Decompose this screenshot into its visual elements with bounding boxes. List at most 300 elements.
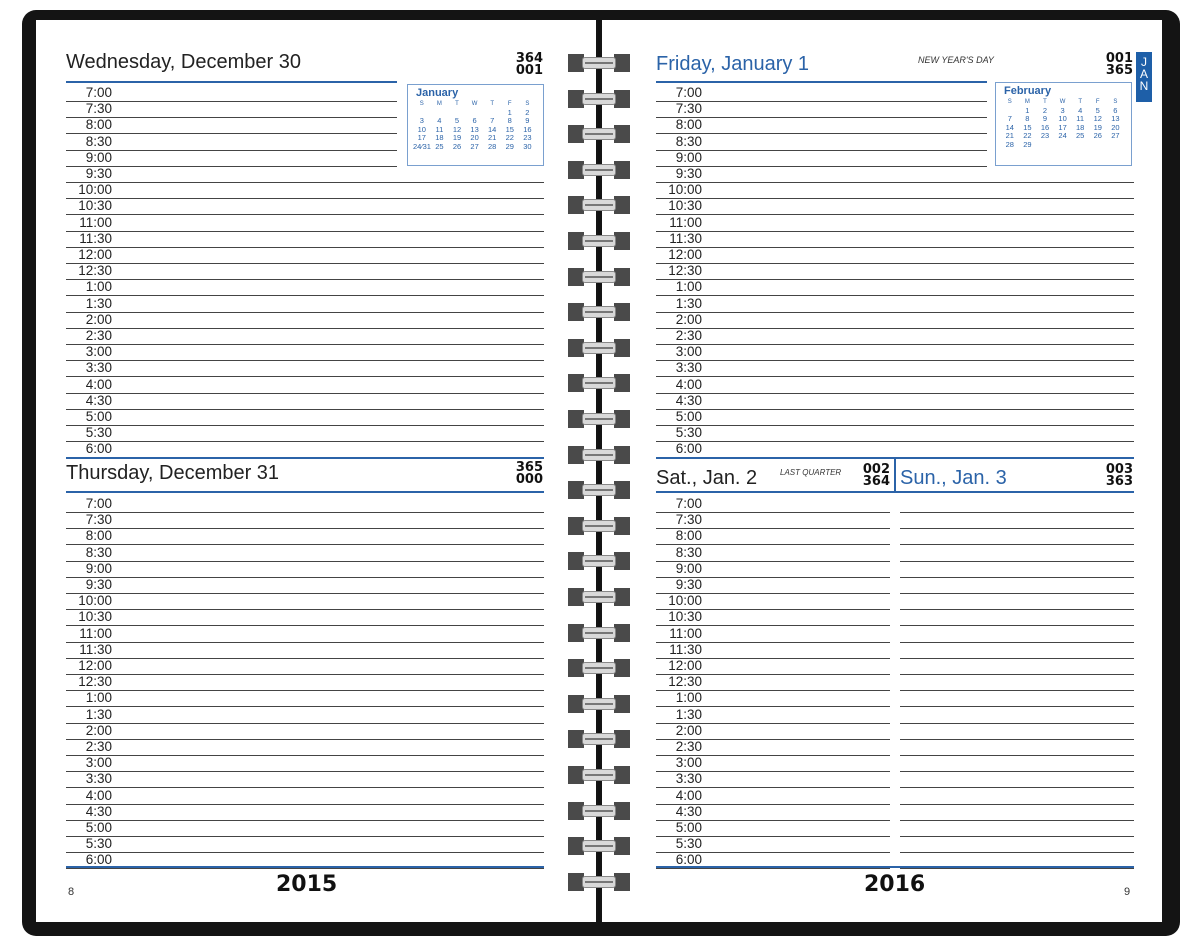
time-slot-sunday[interactable] — [900, 771, 1134, 788]
calendar-day: 2 — [1042, 105, 1048, 115]
time-label: 5:30 — [675, 836, 702, 852]
time-label: 10:00 — [78, 593, 112, 609]
time-label: 12:00 — [668, 247, 702, 262]
time-slot[interactable] — [66, 609, 544, 626]
ring-hole — [614, 125, 630, 143]
day-of-year: 002 — [862, 462, 890, 477]
time-slot[interactable] — [656, 117, 987, 134]
ring-hole — [614, 624, 630, 642]
time-label: 3:30 — [675, 360, 702, 376]
time-slot[interactable] — [656, 561, 890, 578]
time-slot[interactable] — [66, 166, 544, 183]
calendar-day: 27 — [470, 141, 479, 151]
time-slot[interactable] — [656, 263, 1134, 280]
time-label: 12:30 — [668, 674, 702, 690]
binding-ring — [568, 730, 630, 748]
binding-ring — [568, 125, 630, 143]
time-slot[interactable] — [66, 85, 397, 102]
time-slot[interactable] — [656, 545, 890, 562]
ring-wire — [582, 555, 616, 567]
ring-hole — [614, 339, 630, 357]
time-slot[interactable] — [66, 328, 544, 345]
weekday-label: W — [471, 101, 478, 107]
time-slot[interactable] — [66, 377, 544, 394]
binding-ring — [568, 196, 630, 214]
time-slot-sunday[interactable] — [900, 561, 1134, 578]
time-slot[interactable] — [656, 496, 890, 513]
binding-ring — [568, 873, 630, 891]
time-slot[interactable] — [656, 150, 987, 167]
time-label: 4:00 — [85, 376, 112, 392]
time-label: 8:00 — [85, 528, 112, 544]
binding-ring — [568, 161, 630, 179]
time-slot[interactable] — [656, 425, 1134, 442]
time-slot[interactable] — [66, 263, 544, 280]
time-slot[interactable] — [656, 788, 890, 805]
day-title-jan-2: Sat., Jan. 2 — [656, 467, 758, 489]
time-label: 4:30 — [675, 392, 702, 408]
time-slot-sunday[interactable] — [900, 496, 1134, 513]
time-slot[interactable] — [66, 231, 544, 248]
weekday-label: S — [1113, 99, 1118, 105]
time-slot[interactable] — [656, 690, 890, 707]
time-slot-sunday[interactable] — [900, 626, 1134, 643]
time-slot[interactable] — [656, 166, 1134, 183]
time-slot[interactable] — [66, 836, 544, 853]
time-slot[interactable] — [656, 101, 987, 118]
time-label: 2:30 — [675, 739, 702, 754]
time-slot[interactable] — [66, 674, 544, 691]
ring-hole — [614, 802, 630, 820]
time-slot-sunday[interactable] — [900, 642, 1134, 659]
month-tab-letter: N — [1139, 79, 1149, 93]
calendar-day: 30 — [523, 141, 532, 151]
time-label: 5:30 — [85, 836, 112, 852]
time-slot[interactable] — [66, 658, 544, 675]
month-tab-jan[interactable] — [1136, 52, 1152, 102]
time-label: 4:00 — [675, 787, 702, 803]
time-slot[interactable] — [66, 723, 544, 740]
time-slot[interactable] — [66, 198, 544, 215]
ring-hole — [614, 196, 630, 214]
time-slot-sunday[interactable] — [900, 545, 1134, 562]
ring-hole — [614, 873, 630, 891]
time-slot-sunday[interactable] — [900, 512, 1134, 529]
calendar-day: 24⁄31 — [413, 141, 431, 151]
mini-calendar-january — [407, 84, 544, 166]
time-slot-sunday[interactable] — [900, 739, 1134, 756]
time-slot[interactable] — [66, 312, 544, 329]
time-slot[interactable] — [66, 247, 544, 264]
time-slot[interactable] — [656, 312, 1134, 329]
year-label: 2015 — [276, 872, 338, 897]
calendar-day: 9 — [1042, 114, 1048, 123]
calendar-day: 13 — [470, 124, 479, 134]
header-rule — [66, 491, 544, 493]
calendar-day: 12 — [452, 124, 462, 134]
ring-wire — [582, 413, 616, 425]
footer-rule — [66, 866, 544, 868]
time-slot[interactable] — [656, 247, 1134, 264]
time-label: 6:00 — [675, 441, 702, 457]
days-remaining: 364 — [862, 474, 890, 489]
time-label: 12:00 — [78, 247, 112, 262]
time-label: 10:00 — [78, 182, 112, 198]
days-remaining: 000 — [515, 472, 543, 487]
calendar-day: 22 — [505, 133, 514, 142]
ring-hole — [614, 481, 630, 499]
ring-wire — [582, 484, 616, 496]
time-slot[interactable] — [656, 409, 1134, 426]
time-label: 3:30 — [85, 360, 112, 376]
time-slot[interactable] — [656, 377, 1134, 394]
calendar-day: 10 — [1058, 114, 1067, 123]
ring-wire — [582, 128, 616, 140]
time-label: 4:30 — [85, 803, 112, 819]
time-label: 10:30 — [668, 198, 702, 214]
calendar-day: 29 — [505, 141, 514, 151]
time-label: 1:30 — [85, 295, 112, 311]
binding-ring — [568, 552, 630, 570]
time-slot[interactable] — [656, 215, 1134, 232]
days-remaining: 001 — [515, 63, 543, 78]
ring-hole — [614, 730, 630, 748]
days-remaining: 365 — [1105, 63, 1133, 78]
calendar-day: 13 — [1111, 114, 1120, 123]
calendar-day: 28 — [488, 141, 497, 151]
binding-ring — [568, 481, 630, 499]
time-slot[interactable] — [656, 360, 1134, 377]
calendar-day: 21 — [488, 133, 497, 142]
time-label: 6:00 — [85, 441, 112, 457]
ring-wire — [582, 520, 616, 532]
time-slot[interactable] — [656, 279, 1134, 296]
time-slot[interactable] — [66, 593, 544, 610]
time-label: 3:30 — [675, 771, 702, 787]
time-label: 10:30 — [78, 609, 112, 625]
ring-wire — [582, 235, 616, 247]
time-slot[interactable] — [66, 577, 544, 594]
calendar-day: 14 — [1005, 122, 1014, 132]
time-label: 7:00 — [675, 496, 702, 511]
time-label: 4:00 — [85, 787, 112, 803]
calendar-day: 5 — [1095, 105, 1100, 115]
time-slot[interactable] — [66, 707, 544, 724]
binding-ring — [568, 90, 630, 108]
calendar-day: 16 — [523, 124, 532, 134]
time-label: 2:00 — [85, 722, 112, 738]
time-label: 5:30 — [675, 425, 702, 441]
time-slot[interactable] — [66, 771, 544, 788]
ring-wire — [582, 876, 616, 888]
binding-ring — [568, 339, 630, 357]
calendar-day: 2 — [525, 107, 530, 117]
time-label: 5:30 — [85, 425, 112, 441]
time-slot[interactable] — [656, 577, 890, 594]
binding-ring — [568, 232, 630, 250]
calendar-day: 14 — [488, 124, 497, 134]
calendar-day: 25 — [1076, 131, 1085, 140]
time-slot[interactable] — [656, 836, 890, 853]
time-label: 8:00 — [675, 528, 702, 544]
right-page — [602, 20, 1162, 922]
time-label: 1:30 — [85, 706, 112, 722]
time-slot[interactable] — [66, 425, 544, 442]
day-of-year: 003 — [1105, 462, 1133, 477]
day-title-dec-30: Wednesday, December 30 — [66, 51, 301, 73]
time-label: 2:00 — [675, 311, 702, 327]
time-slot[interactable] — [66, 409, 544, 426]
calendar-day: 4 — [437, 116, 442, 125]
time-label: 9:30 — [675, 577, 702, 592]
time-slot[interactable] — [656, 441, 1134, 458]
time-slot-sunday[interactable] — [900, 528, 1134, 545]
binding-ring — [568, 517, 630, 535]
mini-calendar-month: January — [416, 87, 459, 99]
calendar-day: 16 — [1040, 122, 1050, 132]
time-label: 7:30 — [85, 101, 112, 117]
ring-wire — [582, 342, 616, 354]
binding-ring — [568, 802, 630, 820]
calendar-day: 18 — [1076, 122, 1085, 132]
ring-wire — [582, 627, 616, 639]
ring-wire — [582, 271, 616, 283]
time-label: 7:00 — [85, 85, 112, 100]
time-slot[interactable] — [66, 344, 544, 361]
ring-wire — [582, 840, 616, 852]
time-slot[interactable] — [66, 215, 544, 232]
ring-hole — [614, 90, 630, 108]
time-slot-sunday[interactable] — [900, 820, 1134, 837]
time-label: 2:30 — [85, 328, 112, 343]
ring-hole — [614, 232, 630, 250]
time-slot-sunday[interactable] — [900, 804, 1134, 821]
weekday-label: S — [419, 101, 424, 107]
time-slot[interactable] — [656, 328, 1134, 345]
time-slot-sunday[interactable] — [900, 788, 1134, 805]
time-slot[interactable] — [656, 707, 890, 724]
time-slot[interactable] — [66, 820, 544, 837]
time-slot[interactable] — [66, 642, 544, 659]
time-slot[interactable] — [656, 344, 1134, 361]
day-of-year: 001 — [1105, 51, 1133, 66]
time-label: 7:00 — [85, 496, 112, 511]
time-label: 11:30 — [79, 230, 112, 246]
time-label: 11:00 — [79, 625, 112, 641]
time-slot[interactable] — [656, 593, 890, 610]
time-slot[interactable] — [66, 496, 544, 513]
weekday-label: W — [1059, 99, 1066, 105]
binding-ring — [568, 624, 630, 642]
ring-wire — [582, 805, 616, 817]
time-slot[interactable] — [656, 528, 890, 545]
days-remaining: 363 — [1105, 474, 1133, 489]
time-slot-sunday[interactable] — [900, 658, 1134, 675]
time-slot[interactable] — [656, 85, 987, 102]
time-label: 11:30 — [669, 230, 702, 246]
weekday-label: T — [1078, 99, 1082, 105]
weekday-label: F — [1095, 99, 1100, 105]
time-slot[interactable] — [66, 755, 544, 772]
year-label: 2016 — [864, 872, 926, 897]
time-label: 1:30 — [675, 295, 702, 311]
time-slot[interactable] — [656, 512, 890, 529]
time-slot-sunday[interactable] — [900, 723, 1134, 740]
ring-hole — [614, 588, 630, 606]
time-label: 1:00 — [85, 279, 112, 295]
ring-wire — [582, 662, 616, 674]
time-slot[interactable] — [656, 674, 890, 691]
time-slot[interactable] — [656, 642, 890, 659]
time-slot[interactable] — [656, 134, 987, 151]
time-label: 2:00 — [675, 722, 702, 738]
calendar-day: 17 — [417, 133, 426, 142]
binding-ring — [568, 659, 630, 677]
time-slot[interactable] — [66, 117, 397, 134]
day-title-dec-31: Thursday, December 31 — [66, 462, 280, 484]
ring-wire — [582, 306, 616, 318]
binding-ring — [568, 446, 630, 464]
time-label: 11:00 — [669, 625, 702, 641]
calendar-day: 1 — [507, 107, 512, 117]
calendar-day: 27 — [1111, 131, 1120, 140]
time-label: 6:00 — [675, 852, 702, 868]
weekday-label: M — [1024, 99, 1030, 105]
ring-wire — [582, 57, 616, 69]
time-slot[interactable] — [66, 788, 544, 805]
time-label: 1:00 — [675, 690, 702, 706]
weekday-label: S — [525, 101, 530, 107]
time-label: 11:30 — [79, 641, 112, 657]
time-slot[interactable] — [66, 739, 544, 756]
time-slot[interactable] — [656, 609, 890, 626]
time-slot[interactable] — [656, 755, 890, 772]
time-slot[interactable] — [656, 393, 1134, 410]
mini-calendar-grid — [413, 100, 536, 151]
day-number-jan-3 — [1088, 464, 1133, 488]
time-slot[interactable] — [66, 804, 544, 821]
calendar-day: 26 — [1093, 131, 1102, 140]
calendar-day: 8 — [1025, 114, 1030, 123]
time-slot[interactable] — [656, 296, 1134, 313]
calendar-day: 26 — [452, 141, 462, 151]
page-number: 8 — [68, 886, 75, 898]
calendar-day: 22 — [1023, 131, 1032, 140]
time-slot[interactable] — [656, 804, 890, 821]
calendar-day: 21 — [1005, 131, 1014, 140]
calendar-day: 23 — [1040, 131, 1050, 140]
time-label: 10:30 — [668, 609, 702, 625]
time-label: 11:00 — [669, 214, 702, 230]
time-label: 9:00 — [85, 560, 112, 576]
time-slot[interactable] — [656, 182, 1134, 199]
time-slot-sunday[interactable] — [900, 577, 1134, 594]
ring-wire — [582, 698, 616, 710]
time-slot[interactable] — [66, 296, 544, 313]
time-slot[interactable] — [66, 393, 544, 410]
ring-wire — [582, 733, 616, 745]
time-slot-sunday[interactable] — [900, 690, 1134, 707]
time-slot[interactable] — [656, 739, 890, 756]
time-slot[interactable] — [66, 360, 544, 377]
time-slot[interactable] — [66, 441, 544, 458]
ring-hole — [614, 517, 630, 535]
time-slot-sunday[interactable] — [900, 609, 1134, 626]
time-slot[interactable] — [66, 279, 544, 296]
weekday-label: T — [490, 101, 494, 107]
holiday-note: NEW YEAR'S DAY — [918, 55, 994, 65]
time-slot[interactable] — [656, 198, 1134, 215]
time-slot-sunday[interactable] — [900, 755, 1134, 772]
binding-ring — [568, 410, 630, 428]
time-slot-sunday[interactable] — [900, 674, 1134, 691]
calendar-day: 12 — [1093, 114, 1102, 123]
page-number: 9 — [1124, 886, 1131, 898]
time-slot[interactable] — [66, 150, 397, 167]
calendar-day: 6 — [1113, 105, 1118, 115]
calendar-day: 17 — [1058, 122, 1067, 132]
time-label: 4:30 — [85, 392, 112, 408]
page-gutter — [598, 20, 600, 920]
time-slot[interactable] — [66, 545, 544, 562]
header-rule — [66, 81, 397, 83]
ring-hole — [614, 446, 630, 464]
time-slot[interactable] — [656, 771, 890, 788]
time-slot[interactable] — [656, 723, 890, 740]
time-slot[interactable] — [66, 561, 544, 578]
time-slot[interactable] — [656, 658, 890, 675]
time-slot[interactable] — [656, 626, 890, 643]
time-label: 10:00 — [668, 593, 702, 609]
calendar-day: 24 — [1058, 131, 1067, 140]
time-slot[interactable] — [656, 231, 1134, 248]
calendar-day: 5 — [454, 116, 460, 125]
calendar-day: 7 — [490, 116, 495, 125]
time-slot[interactable] — [66, 134, 397, 151]
time-slot-sunday[interactable] — [900, 707, 1134, 724]
time-label: 3:00 — [85, 755, 112, 771]
ring-wire — [582, 449, 616, 461]
time-label: 1:30 — [675, 706, 702, 722]
time-label: 9:30 — [675, 166, 702, 181]
time-slot[interactable] — [66, 528, 544, 545]
time-slot[interactable] — [66, 101, 397, 118]
ring-wire — [582, 769, 616, 781]
day-number-jan-1 — [1088, 53, 1133, 77]
time-slot[interactable] — [66, 512, 544, 529]
calendar-day: 4 — [1078, 105, 1083, 115]
time-label: 4:30 — [675, 803, 702, 819]
time-label: 3:00 — [675, 755, 702, 771]
time-label: 8:00 — [85, 117, 112, 133]
time-label: 6:00 — [85, 852, 112, 868]
binding-ring — [568, 54, 630, 72]
month-tab-letter: J — [1141, 55, 1147, 69]
calendar-day: 8 — [507, 116, 512, 125]
time-slot-sunday[interactable] — [900, 836, 1134, 853]
time-slot[interactable] — [656, 820, 890, 837]
ring-wire — [582, 164, 616, 176]
time-slot[interactable] — [66, 182, 544, 199]
time-slot-sunday[interactable] — [900, 593, 1134, 610]
time-label: 8:30 — [675, 544, 702, 560]
time-slot[interactable] — [66, 690, 544, 707]
calendar-day: 18 — [435, 133, 444, 142]
day-of-year: 364 — [515, 51, 543, 66]
ring-hole — [614, 268, 630, 286]
time-label: 5:00 — [85, 820, 112, 835]
time-slot[interactable] — [66, 626, 544, 643]
